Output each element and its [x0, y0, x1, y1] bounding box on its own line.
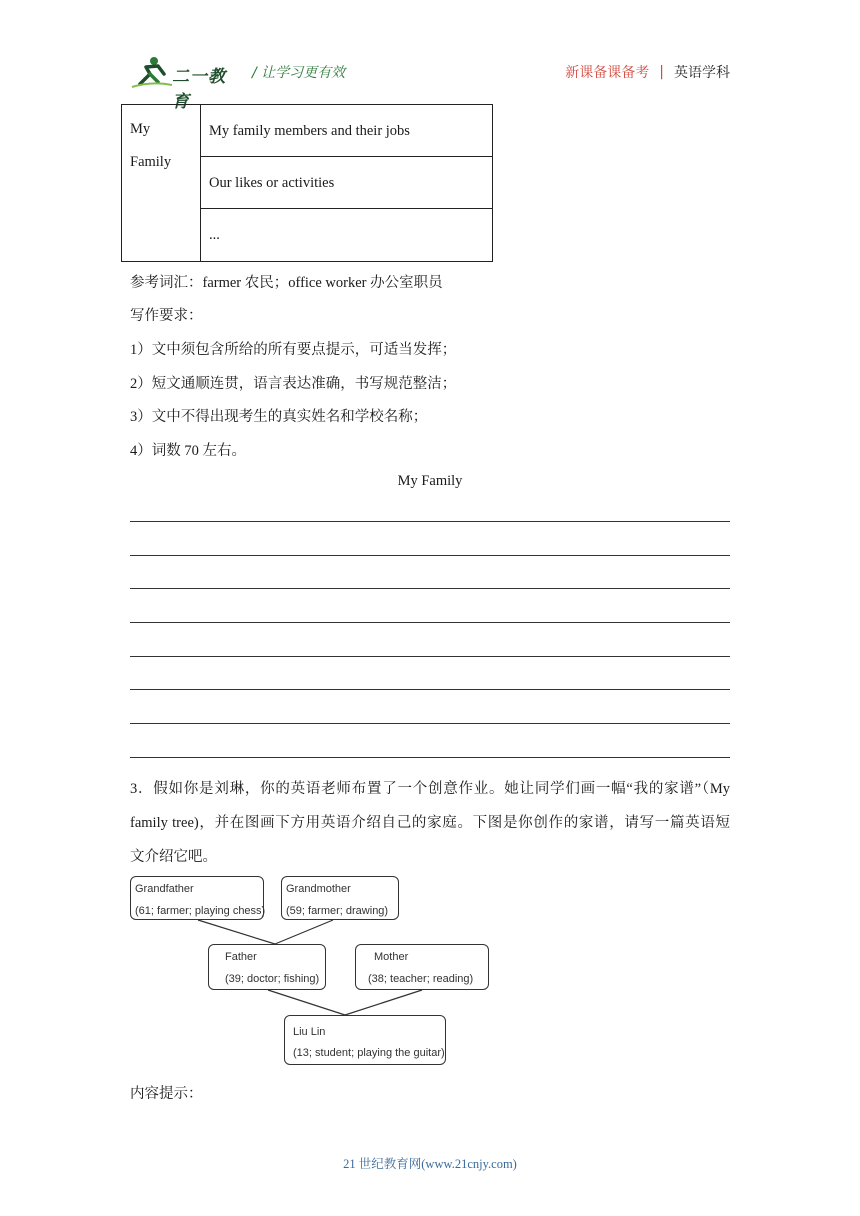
requirement-item: 4）词数 70 左右。	[130, 443, 246, 459]
outline-topic-line2: Family	[130, 154, 172, 170]
node-name: Grandfather	[135, 883, 194, 895]
node-details: (38; teacher; reading)	[368, 973, 474, 985]
writing-line	[130, 656, 730, 657]
writing-line	[130, 757, 730, 758]
vocab-reference: 参考词汇：farmer 农民；office worker 办公室职员	[130, 275, 443, 291]
writing-line	[130, 689, 730, 690]
page-header	[130, 52, 730, 112]
writing-line	[130, 555, 730, 556]
father-node	[208, 944, 326, 990]
question3-line: family tree)，并在图画下方用英语介绍自己的家庭。下图是你创作的家谱，请写一篇英语短	[130, 815, 730, 831]
subject-label: 英语学科	[674, 65, 730, 81]
page-footer: 21 世纪教育网(www.21cnjy.com)	[343, 1157, 517, 1171]
outline-topic-line1: My	[130, 121, 151, 137]
node-name: Liu Lin	[293, 1026, 326, 1038]
grandmother-node	[281, 876, 399, 920]
header-right	[565, 62, 730, 82]
outline-table	[121, 104, 493, 262]
writing-line	[130, 622, 730, 623]
course-label: 新课备课备考	[565, 65, 650, 81]
node-details: (59; farmer; drawing)	[286, 905, 389, 917]
node-details: (13; student; playing the guitar)	[293, 1047, 445, 1059]
node-details: (39; doctor; fishing)	[225, 973, 320, 985]
node-name: Father	[225, 951, 257, 963]
family-tree-diagram	[130, 874, 490, 1066]
logo-text: 二一教育	[172, 67, 226, 112]
question3-line: 3．假如你是刘琳，你的英语老师布置了一个创意作业。她让同学们画一幅“我的家谱”（My	[130, 781, 730, 797]
header-separator: |	[659, 64, 664, 80]
grandfather-node	[130, 876, 264, 920]
outline-row-text: ...	[209, 227, 220, 243]
requirements-heading: 写作要求：	[130, 308, 203, 324]
content-hint-label: 内容提示：	[130, 1086, 203, 1102]
requirement-item: 1）文中须包含所给的所有要点提示，可适当发挥；	[130, 342, 457, 358]
outline-row	[201, 105, 492, 157]
writing-line	[130, 588, 730, 589]
node-name: Mother	[374, 951, 409, 963]
node-name: Grandmother	[286, 883, 351, 895]
outline-row	[201, 209, 492, 261]
outline-topic-cell	[122, 105, 201, 261]
outline-row-text: Our likes or activities	[209, 175, 335, 191]
essay-title: My Family	[397, 473, 463, 489]
runner-logo-icon	[130, 54, 174, 88]
requirement-item: 3）文中不得出现考生的真实姓名和学校名称；	[130, 409, 428, 425]
child-node	[284, 1015, 446, 1065]
writing-line	[130, 723, 730, 724]
slogan: / 让学习更有效	[252, 65, 346, 81]
mother-node	[355, 944, 489, 990]
question3-line: 文介绍它吧。	[130, 849, 217, 865]
outline-row-text: My family members and their jobs	[209, 123, 410, 139]
logo	[130, 54, 242, 112]
outline-row	[201, 157, 492, 209]
node-details: (61; farmer; playing chess)	[135, 905, 266, 917]
writing-line	[130, 521, 730, 522]
requirement-item: 2）短文通顺连贯，语言表达准确，书写规范整洁；	[130, 376, 457, 392]
